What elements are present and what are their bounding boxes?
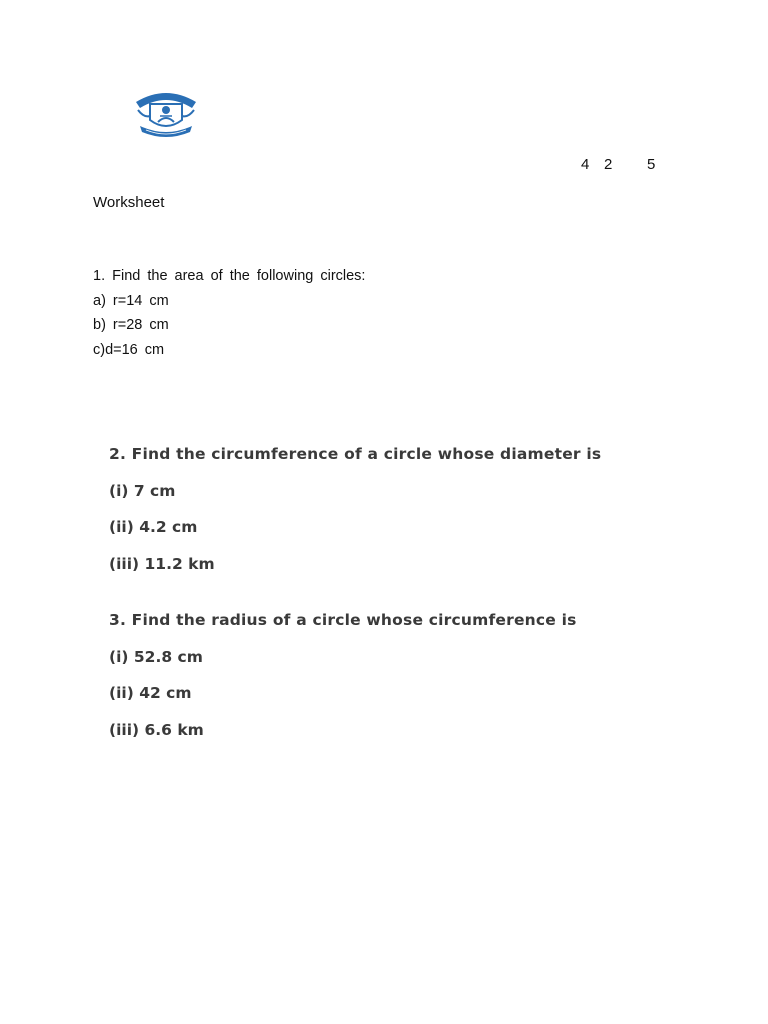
question-3-item: (i) 52.8 cm	[109, 647, 203, 666]
question-3-item: (iii) 6.6 km	[109, 720, 204, 739]
question-1-heading: 1. Find the area of the following circles:	[93, 268, 366, 284]
header-number: 2	[604, 156, 613, 173]
header-number: 5	[647, 156, 656, 173]
question-2-item: (iii) 11.2 km	[109, 554, 215, 573]
question-1-item: b) r=28 cm	[93, 317, 169, 333]
question-3-item: (ii) 42 cm	[109, 684, 192, 702]
question-2-heading: 2. Find the circumference of a circle whose diameter is	[109, 445, 602, 463]
question-2	[109, 444, 601, 590]
question-1-item: a) r=14 cm	[93, 292, 169, 309]
question-1-item: c)d=16 cm	[93, 341, 165, 358]
question-3	[109, 610, 577, 756]
document-title: Worksheet	[93, 194, 165, 211]
question-1	[93, 264, 365, 362]
header-number: 4	[581, 156, 590, 173]
question-3-heading: 3. Find the radius of a circle whose circumference is	[109, 611, 577, 629]
question-2-item: (ii) 4.2 cm	[109, 518, 198, 536]
question-2-item: (i) 7 cm	[109, 481, 176, 500]
school-crest-logo	[130, 88, 202, 140]
